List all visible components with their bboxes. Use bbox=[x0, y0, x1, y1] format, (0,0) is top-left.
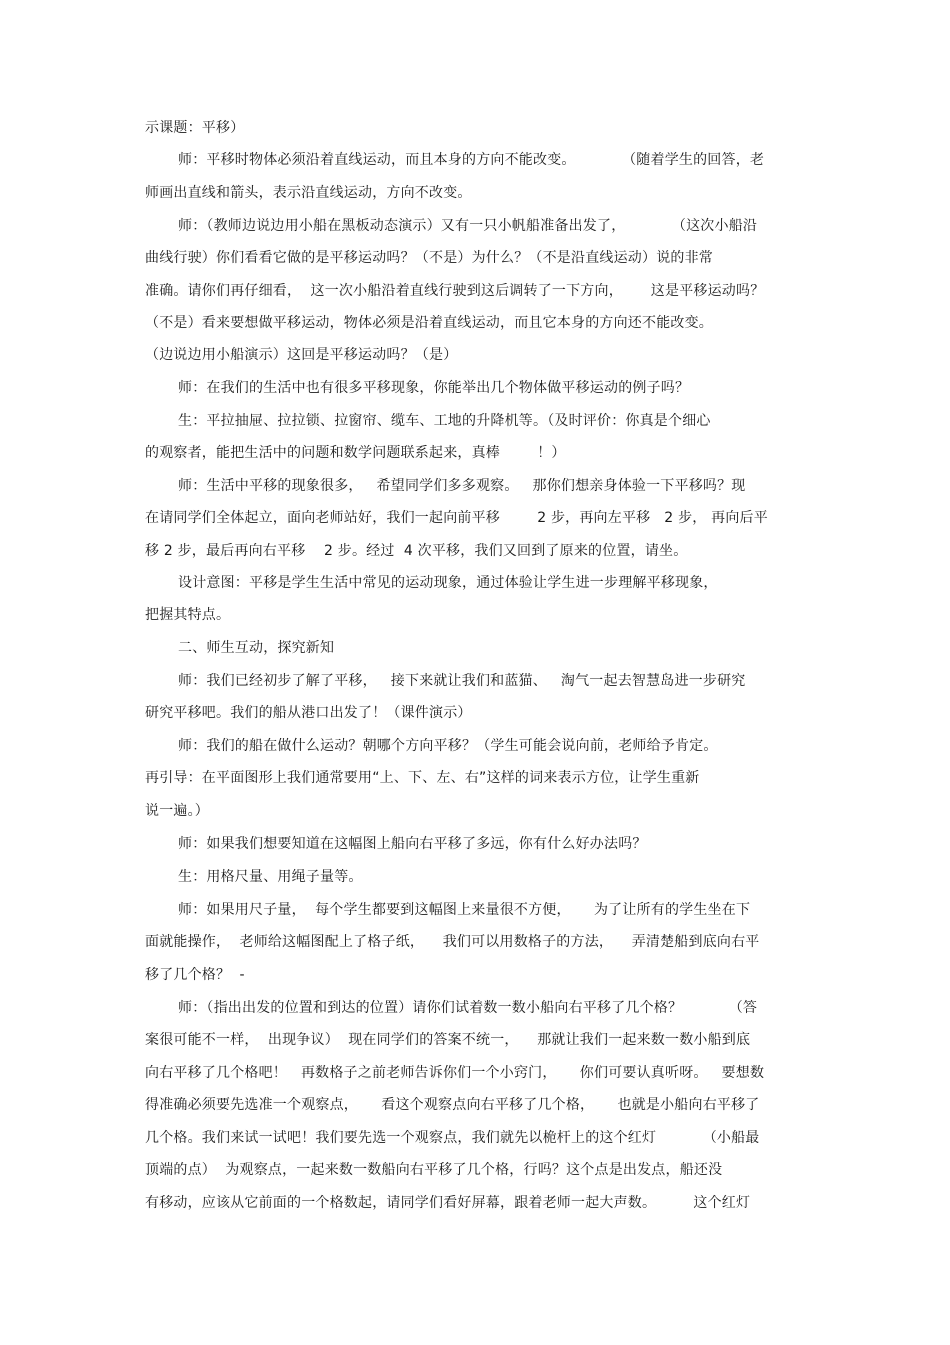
text-line: 师画出直线和箭头，表示沿直线运动，方向不改变。 bbox=[145, 185, 472, 201]
section-heading: 二、师生互动，探究新知 bbox=[178, 640, 335, 656]
text-line: 师：（教师边说边用小船在黑板动态演示）又有一只小帆船准备出发了， （这次小船沿 bbox=[178, 218, 758, 234]
text-line: 研究平移吧。我们的船从港口出发了！（课件演示） bbox=[145, 705, 472, 721]
text-line: 移 2 步，最后再向右平移 2 步。经过 4 次平移，我们又回到了原来的位置，请坐。 bbox=[145, 543, 688, 559]
text-line: 生：平拉抽屉、拉拉锁、拉窗帘、缆车、工地的升降机等。（及时评价：你真是个细心 bbox=[178, 413, 711, 429]
text-line: 准确。请你们再仔细看， 这一次小船沿着直线行驶到这后调转了一下方向， 这是平移运动吗？ bbox=[145, 283, 765, 299]
text-line: 师：如果我们想要知道在这幅图上船向右平移了多远，你有什么好办法吗？ bbox=[178, 836, 647, 852]
text-line: 向右平移了几个格吧！ 再数格子之前老师告诉你们一个小窍门， 你们可要认真听呀。 要想数 bbox=[145, 1065, 765, 1081]
text-line: 师：在我们的生活中也有很多平移现象，你能举出几个物体做平移运动的例子吗？ bbox=[178, 380, 690, 396]
text-line: 几个格。我们来试一试吧！我们要先选一个观察点，我们就先以桅杆上的这个红灯 （小船最 bbox=[145, 1130, 760, 1146]
text-line: （边说边用小船演示）这回是平移运动吗？（是） bbox=[145, 347, 458, 363]
text-line: 师：（指出出发的位置和到达的位置）请你们试着数一数小船向右平移了几个格？ （答 bbox=[178, 1000, 758, 1016]
text-line: （不是）看来要想做平移运动，物体必须是沿着直线运动，而且它本身的方向还不能改变。 bbox=[145, 315, 713, 331]
text-line: 师：我们已经初步了解了平移， 接下来就让我们和蓝猫、 淘气一起去智慧岛进一步研究 bbox=[178, 673, 746, 689]
text-line: 师：平移时物体必须沿着直线运动，而且本身的方向不能改变。 （随着学生的回答，老 bbox=[178, 152, 765, 168]
text-line: 顶端的点） 为观察点，一起来数一数船向右平移了几个格，行吗？这个点是出发点，船还没 bbox=[145, 1162, 723, 1178]
text-line: 生：用格尺量、用绳子量等。 bbox=[178, 869, 363, 885]
text-line: 曲线行驶）你们看看它做的是平移运动吗？（不是）为什么？（不是沿直线运动）说的非常 bbox=[145, 250, 713, 266]
text-line: 师：我们的船在做什么运动？朝哪个方向平移？（学生可能会说向前，老师给予肯定。 bbox=[178, 738, 718, 754]
text-line: 把握其特点。 bbox=[145, 607, 231, 623]
text-line: 师：如果用尺子量， 每个学生都要到这幅图上来量很不方便， 为了让所有的学生坐在下 bbox=[178, 902, 751, 918]
text-line: 得准确必须要先选准一个观察点， 看这个观察点向右平移了几个格， 也就是小船向右平移了 bbox=[145, 1097, 760, 1113]
text-line: 师：生活中平移的现象很多， 希望同学们多多观察。 那你们想亲身体验一下平移吗？现 bbox=[178, 478, 746, 494]
text-line: 说一遍。） bbox=[145, 803, 209, 819]
text-line: 再引导：在平面图形上我们通常要用“上、下、左、右”这样的词来表示方位，让学生重新 bbox=[145, 770, 700, 786]
text-line: 设计意图：平移是学生生活中常见的运动现象，通过体验让学生进一步理解平移现象， bbox=[178, 575, 718, 591]
text-line: 有移动，应该从它前面的一个格数起，请同学们看好屏幕，跟着老师一起大声数。 这个红灯 bbox=[145, 1195, 751, 1211]
text-line: 案很可能不一样， 出现争议） 现在同学们的答案不统一， 那就让我们一起来数一数小船到底 bbox=[145, 1032, 751, 1048]
text-line: 的观察者，能把生活中的问题和数学问题联系起来，真棒 ！） bbox=[145, 445, 566, 461]
text-line: 面就能操作， 老师给这幅图配上了格子纸， 我们可以用数格子的方法， 弄清楚船到底向右平 bbox=[145, 934, 760, 950]
text-line: 在请同学们全体起立，面向老师站好，我们一起向前平移 2 步，再向左平移 2 步， 再向后平 bbox=[145, 510, 768, 526]
text-line: 移了几个格？ - bbox=[145, 967, 245, 983]
text-line: 示课题：平移） bbox=[145, 120, 245, 136]
